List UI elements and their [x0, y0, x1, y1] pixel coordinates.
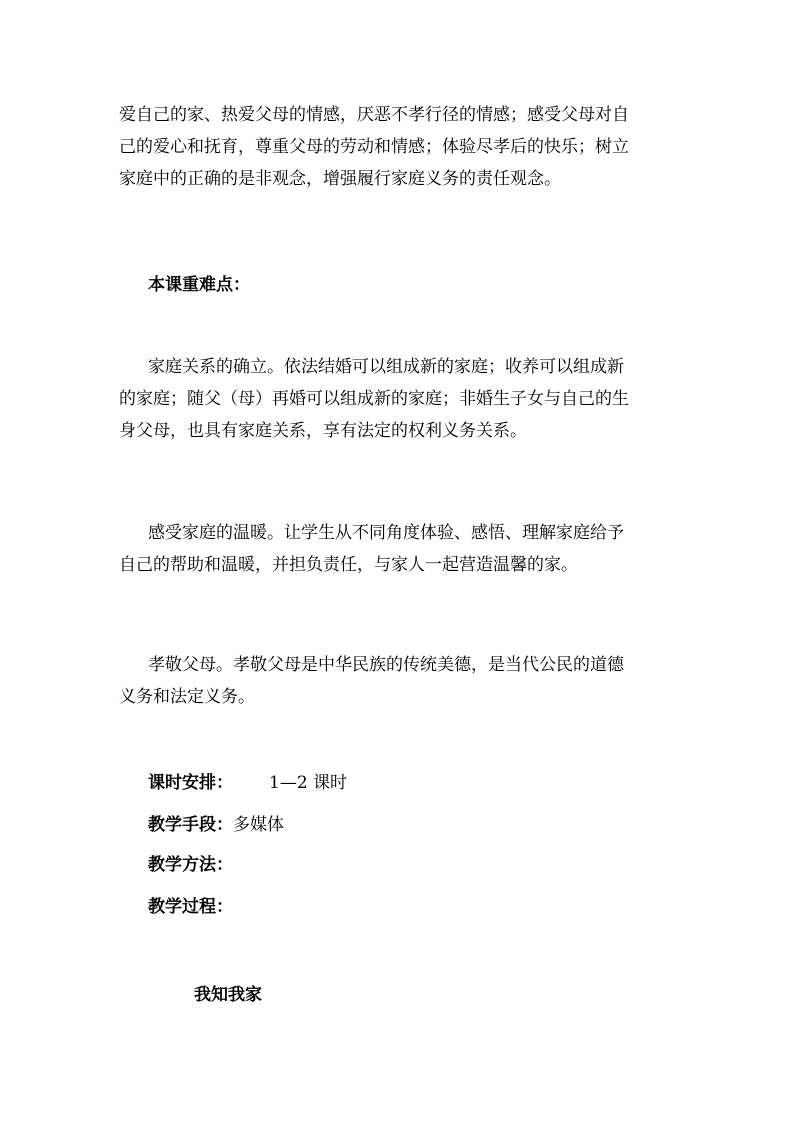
- point2-line: 自己的帮助和温暖，并担负责任，与家人一起营造温馨的家。: [119, 555, 578, 575]
- means-row: [148, 813, 284, 837]
- key-points-heading: 本课重难点：: [148, 275, 250, 295]
- means-value: 多媒体: [233, 815, 284, 835]
- point1-line: 身父母，也具有家庭关系，享有法定的权利义务关系。: [119, 421, 527, 441]
- section-title: 我知我家: [194, 985, 262, 1005]
- point1-line: 家庭关系的确立。依法结婚可以组成新的家庭；收养可以组成新: [148, 357, 624, 377]
- point-family-relations: [119, 351, 679, 447]
- point-filial-piety: [119, 649, 679, 713]
- process-row: [148, 895, 233, 919]
- intro-line: 己的爱心和抚育，尊重父母的劳动和情感；体验尽孝后的快乐；树立: [119, 137, 629, 157]
- point2-line: 感受家庭的温暖。让学生从不同角度体验、感悟、理解家庭给予: [148, 523, 624, 543]
- point3-line: 义务和法定义务。: [119, 687, 255, 707]
- intro-paragraph: [119, 99, 679, 195]
- schedule-row: [148, 771, 347, 795]
- point3-line: 孝敬父母。孝敬父母是中华民族的传统美德，是当代公民的道德: [148, 655, 624, 675]
- point1-line: 的家庭；随父（母）再婚可以组成新的家庭；非婚生子女与自己的生: [119, 389, 629, 409]
- method-row: [148, 853, 233, 877]
- point-family-warmth: [119, 517, 679, 581]
- intro-line: 家庭中的正确的是非观念，增强履行家庭义务的责任观念。: [119, 169, 561, 189]
- means-label: 教学手段：: [148, 815, 233, 835]
- schedule-value: 1—2 课时: [269, 773, 348, 793]
- intro-line: 爱自己的家、热爱父母的情感，厌恶不孝行径的情感；感受父母对自: [119, 105, 629, 125]
- process-label: 教学过程：: [148, 897, 233, 917]
- method-label: 教学方法：: [148, 855, 233, 875]
- schedule-label: 课时安排：: [148, 773, 233, 793]
